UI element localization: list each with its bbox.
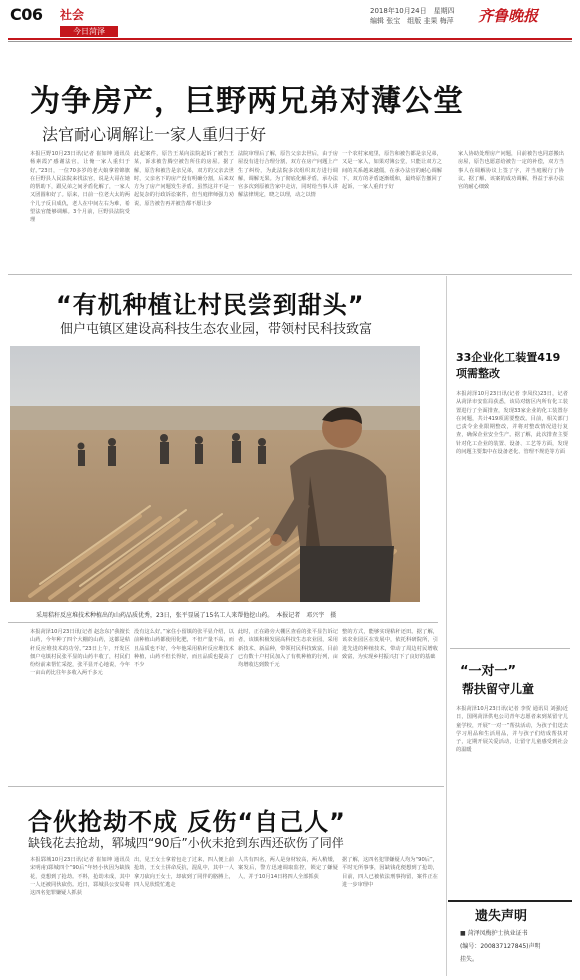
story3-top-divider bbox=[8, 786, 444, 787]
newspaper-logo: 齐鲁晚报 bbox=[478, 7, 539, 25]
story1-column-2: 此起案件，原告王某向法院起诉了被告王某，诉求被告腾空被告所住的房屋。据了解，原告和被告是亲兄弟，双方的父亲去世时，父亲名下的房产没有明确分割，后来双方为了房产问题发生矛盾。虽然这并不是一起复杂的行政诉讼案件，但当庭律师强力劝说，原告被告再并被告都不愿让步 bbox=[134, 151, 234, 207]
lost-notice-title: 遗失声明 bbox=[475, 909, 528, 924]
sidebar1-body: 本报菏泽10月23日讯(记者 李凤仪)23日，记者从菏泽市安监局获悉，该局对辖区内所有化工装置进行了全面排查，发现33家企业的化工装置存在问题，共计419项需要整改。目前，相关部门已责令企业限期整改，并将对整改情况进行复查，确保企业安全生产。据了解，此次排查主要针对化工企业的装置、设备、工艺等方面，发现的问题主要集中在设备老化、管理不规范等方面 bbox=[456, 391, 568, 456]
lost-notice-line-1: ■ 菏泽凤梅护士执业证书 bbox=[460, 930, 528, 937]
story2-column-1: 本报菏泽10月23日讯(记者 赵念东)“我擅长山药，今年种了四个大棚的山药，这都是秸秆反应堆技术的功劳。”23日上午，开发区佃户屯镇村民张平显的山药丰收了，村民们纷纷前来帮忙采挖，张平显开心地说，今年一亩山药比往年多收入两千多元 bbox=[30, 629, 130, 677]
story1-subheadline: 法官耐心调解让一家人重归于好 bbox=[42, 125, 267, 144]
header-divider bbox=[8, 38, 572, 40]
lost-notice-line-3: 挂失。 bbox=[460, 956, 479, 963]
page-code: C06 bbox=[10, 5, 43, 24]
story1-column-3: 法院审理后了解，原告父亲去世后，由于房屋没有进行合理分割，双方在房产问题上产生了纠纷，为此法院多次组织双方进行调解，调解无果。为了彻底化解矛盾，承办法官多次到原被告家中走访，同时给当事人讲解法律规定，晓之以理，动之以情 bbox=[238, 151, 338, 199]
photo-caption: 采用秸秆反应堆技术种植出的山药品质优秀，23日，张平显展了15名工人来帮他挖山药。 本报记者 邓兴宇 摄 bbox=[36, 612, 337, 619]
story2-headline: “有机种植让村民尝到甜头” bbox=[56, 291, 365, 319]
story1-headline: 为争房产，巨野两兄弟对薄公堂 bbox=[30, 84, 464, 119]
story2-column-3: 此时，正在路旁大棚区查看的张平显告诉记者，该镇积极发展高科技生态农业园，采用新技术、新品种，带领村民科技致富，目前已有数十户村民加入了有机种植的行列，亩均增收达到数千元 bbox=[238, 629, 338, 669]
story3-subheadline: 缺钱花去抢劫，郓城四“90后”小伙未抢到东西还砍伤了同伴 bbox=[28, 836, 344, 850]
story2-column-2: 没有这么好。”家住小留镇的张平显介绍，以前种植山药都使用化肥，不但产量不高，而且品质也不好，今年他采用秸秆反应堆技术种植，山药不但长得好，而且品质也提高了不少 bbox=[134, 629, 234, 669]
story1-column-5: 家人协助处理房产问题，目前被告也同意搬出房屋，原告也愿意给被告一定的补偿，双方当事人在调解协议上签了字，并当庭履行了协议。据了解，该案的成功调解，得益于承办法官的耐心细致 bbox=[458, 151, 564, 191]
photo-illustration bbox=[10, 346, 420, 602]
story3-column-3: 人共有四名，两人是身材较高，两人稍矮，案发后，警方迅速调取监控，锁定了嫌疑人，并于10月14日将四人全部抓获 bbox=[238, 857, 338, 880]
sidebar1-headline: 33企业化工装置419项需整改 bbox=[456, 351, 561, 380]
sidebar2-headline-line2: 帮扶留守儿童 bbox=[462, 682, 535, 696]
story2-subheadline: 佃户屯镇区建设高科技生态农业园，带领村民科技致富 bbox=[60, 322, 373, 337]
story3-column-4: 据了解，这四名犯罪嫌疑人均为“90后”，平时无所事事，因缺钱花便想到了抢劫，目前，四人已被依法刑事拘留，案件正在进一步审理中 bbox=[342, 857, 438, 888]
section-divider bbox=[8, 274, 572, 275]
sidebar-section-divider bbox=[450, 648, 570, 649]
caption-divider bbox=[8, 622, 438, 623]
story2-column-4: 整的方式，能够实现秸秆还田。据了解，该农业园区在发展中，依托科研院所，引进先进的种植技术，带动了周边村民增收致富，为实现乡村振兴打下了良好的基础 bbox=[342, 629, 438, 660]
sidebar2-headline-line1: “一对一” bbox=[460, 664, 517, 679]
sidebar-divider bbox=[446, 276, 447, 976]
subsection-badge: 今日菏泽 bbox=[60, 26, 118, 37]
issue-date: 2018年10月24日 星期四 bbox=[370, 7, 455, 15]
story1-column-4: 一个农村家庭里，原告和被告都是亲兄弟，又是一家人，如果对簿公堂，只能让双方之间的关系越来越僵，在承办法官的耐心调解下，双方的矛盾逐渐缓和，最终原告撤回了起诉，一家人重归于好 bbox=[342, 151, 442, 191]
editors-line: 编辑 张宝 组版 韭果 梅萍 bbox=[370, 17, 454, 25]
lost-notice-line-2: (编号：200837127845)声明 bbox=[460, 943, 541, 950]
story3-column-1: 本报郓城10月23日讯(记者 崔如坤 通讯员 宋明甫)郓城四个“90后”年轻小伙因为缺钱花，竟想到了抢劫。不料，抢劫未成，其中一人还被同伙砍伤。近日，郓城县公安局将这四名犯罪嫌疑人抓获 bbox=[30, 857, 130, 897]
header-divider-thin bbox=[8, 41, 572, 42]
story3-column-2: 出，见王女士拿着包走了过来，四人便上前抢劫，王女士拼命反抗，混乱中，其中一人拿刀砍向王女士，却砍到了同伴的胳膊上，四人见状慌忙逃走 bbox=[134, 857, 234, 888]
story1-column-1: 本报巨野10月23日讯(记者 崔如坤 通讯员 杨素霞)“感谢法官，让俺一家人重归于好。”23日，一位70多岁的老大娘拿着锦旗在巨野县人民法院来找法官，说是大哥在她的帮助下，跟兄弟之间矛盾化解了，一家人又团圆和好了。原来，日前一位老大太的两个儿子反目成仇，老人在中间左右为难，希望法官能够调解。3个月前，巨野县法院受理 bbox=[30, 151, 130, 224]
sidebar2-body: 本报菏泽10月23日讯(记者 李贺 通讯员 刘强)近日，国网菏泽供电公司青年志愿者来到某留守儿童学校，开展“一对一”帮扶活动，为孩子们送去学习用品和生活用品，并与孩子们结成帮扶对子，定期开展关爱活动，让留守儿童感受到社会的温暖 bbox=[456, 706, 568, 754]
story3-headline: 合伙抢劫不成 反伤“自己人” bbox=[28, 808, 346, 836]
yam-harvest-photo bbox=[10, 346, 420, 602]
section-title: 社会 bbox=[60, 8, 85, 22]
